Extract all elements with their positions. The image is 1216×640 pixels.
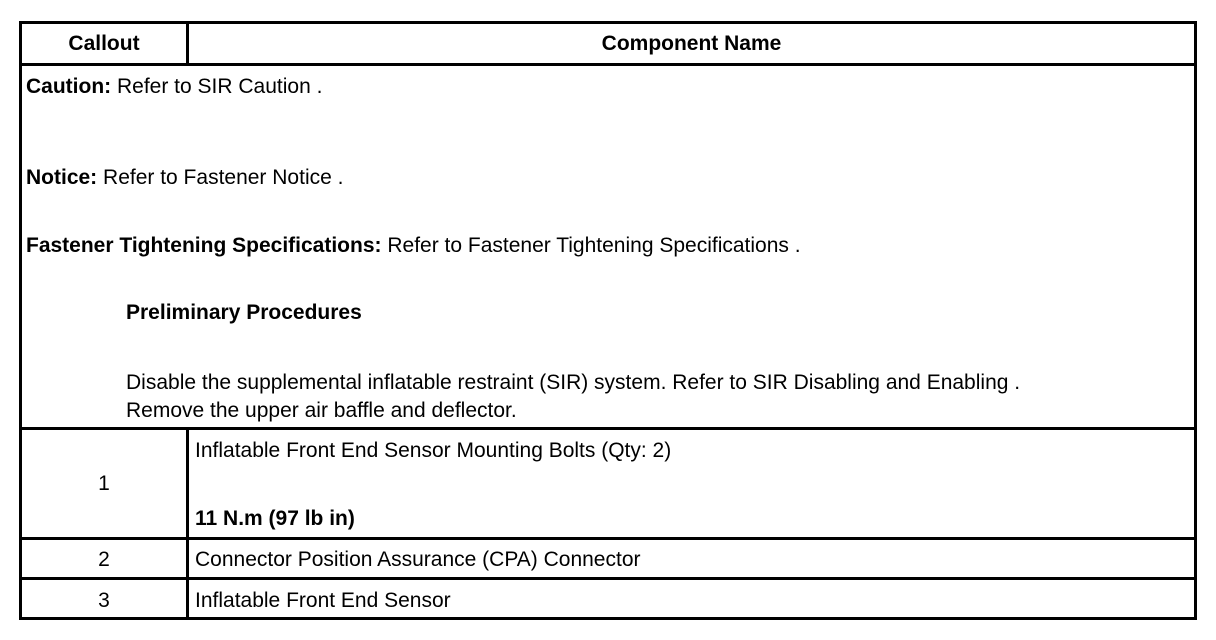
- notice-note: [26, 164, 343, 192]
- notice-label: Notice:: [26, 166, 98, 189]
- fastener-specs-note: [26, 232, 801, 260]
- row-3-component-name: Inflatable Front End Sensor: [195, 589, 451, 612]
- row-1-callout: 1: [98, 472, 110, 495]
- header-divider: [22, 63, 1194, 66]
- row-divider-2: [22, 577, 1194, 580]
- caution-label: Caution:: [26, 75, 112, 98]
- caution-note: [26, 73, 322, 101]
- component-table: [19, 21, 1197, 620]
- notes-divider: [22, 427, 1194, 430]
- row-3-callout: 3: [98, 589, 110, 612]
- row-2-component-name: Connector Position Assurance (CPA) Connector: [195, 548, 641, 571]
- rows-column-divider: [186, 427, 189, 620]
- header-component-name: Component Name: [601, 32, 782, 55]
- row-2-callout: 2: [98, 548, 110, 571]
- fastener-specs-label: Fastener Tightening Specifications:: [26, 234, 382, 257]
- notice-text: Refer to Fastener Notice .: [97, 166, 344, 189]
- caution-text: Refer to SIR Caution .: [111, 75, 323, 98]
- row-1-torque-spec: 11 N.m (97 lb in): [195, 507, 355, 530]
- fastener-specs-text: Refer to Fastener Tightening Specifications .: [381, 234, 801, 257]
- header-callout: Callout: [68, 32, 140, 55]
- preliminary-heading: Preliminary Procedures: [126, 301, 362, 324]
- preliminary-step-2: Remove the upper air baffle and deflector.: [126, 399, 517, 422]
- row-1-component-name: Inflatable Front End Sensor Mounting Bolts (Qty: 2): [195, 439, 672, 462]
- preliminary-step-1: Disable the supplemental inflatable restraint (SIR) system. Refer to SIR Disabling and Enabling .: [126, 371, 1021, 394]
- row-divider-1: [22, 537, 1194, 540]
